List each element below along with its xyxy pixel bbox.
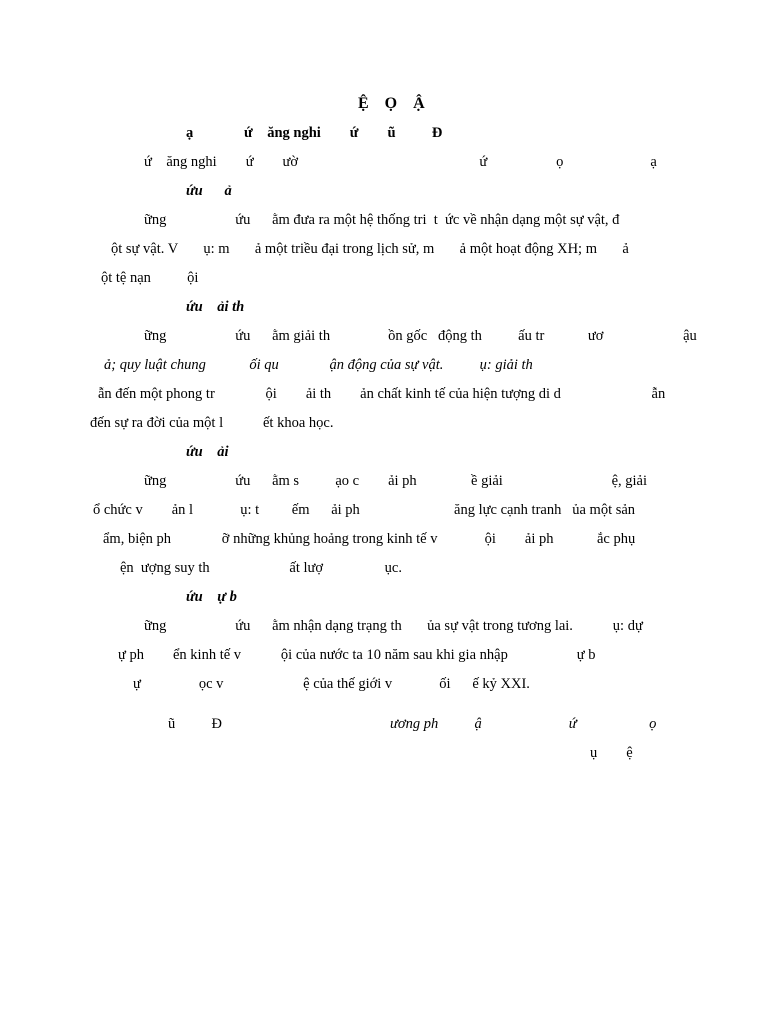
paragraph-line: ả; quy luật chung ối qu ận động của sự vật. ụ: giải th (104, 357, 533, 373)
paragraph-line: đến sự ra đời của một l ết khoa học. (90, 415, 334, 431)
document-title: Ệ Ọ Ậ (358, 95, 425, 112)
intro-line: ứ ăng nghi ứ ườ ứ ọ ạ (144, 154, 657, 170)
closing-line: ũ Đ (168, 716, 222, 732)
paragraph-line: ổ chức v ản l ụ: t ếm ải ph ăng lực cạnh tranh ủa một sản (93, 502, 636, 518)
subsection-heading-3: ứu ải (186, 444, 229, 460)
subsection-heading-2: ứu ải th (186, 299, 245, 315)
paragraph-line: ững ứu ằm đưa ra một hệ thống tri t ức về nhận dạng một sự vật, đ (144, 212, 620, 228)
subsection-heading-1: ứu ả (186, 183, 232, 199)
paragraph-line: ện ượng suy th ất lượ ục. (120, 560, 402, 576)
paragraph-line: ự ọc v ệ của thế giới v ối ế kỷ XXI. (133, 676, 530, 692)
section-heading: ạ ứ ăng nghi ứ ũ Đ (186, 125, 443, 141)
subsection-heading-4: ứu ự b (186, 589, 237, 605)
closing-italic: ương ph ậ ứ ọ (390, 716, 657, 732)
paragraph-line: ột sự vật. V ụ: m ả một triều đại trong lịch sử, m ả một hoạt động XH; m ả (111, 241, 629, 257)
paragraph-line: ẫn đến một phong tr ội ải th ản chất kinh tế của hiện tượng di d ẫn (98, 386, 666, 402)
paragraph-line: ững ứu ằm nhận dạng trạng th ủa sự vật trong tương lai. ụ: dự (144, 618, 643, 634)
paragraph-line: ững ứu ằm s ạo c ải ph ề giải ệ, giải (144, 473, 648, 489)
paragraph-line: ột tệ nạn ội (101, 270, 199, 286)
paragraph-line: ự ph ển kinh tế v ội của nước ta 10 năm sau khi gia nhập ự b (118, 647, 596, 663)
paragraph-line: ững ứu ằm giải th ồn gốc động th ấu tr ươ ậu (144, 328, 697, 344)
paragraph-line: ẩm, biện ph ỡ những khủng hoảng trong kinh tế v ội ải ph ắc phụ (103, 531, 636, 547)
closing-line-2: ụ ệ (590, 745, 633, 761)
